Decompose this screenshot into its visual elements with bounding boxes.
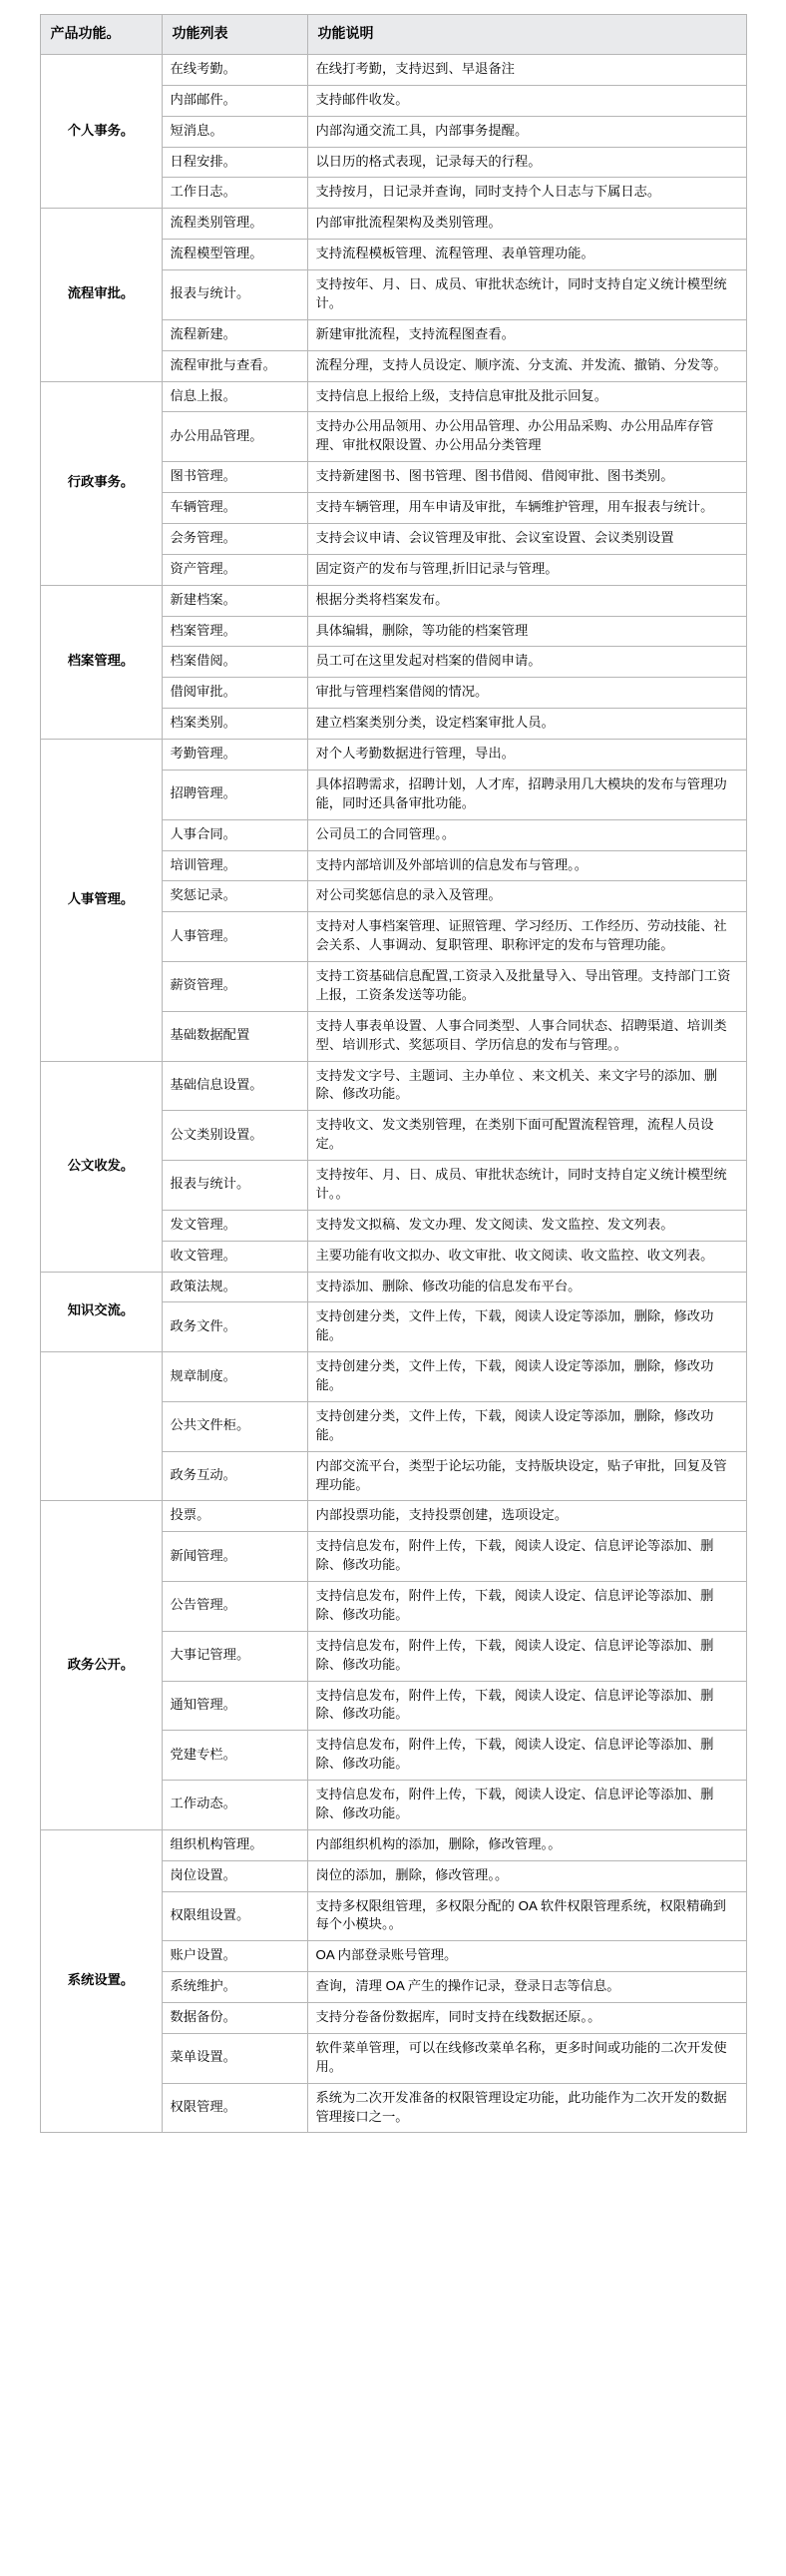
- feature-group-label: 知识交流。: [67, 1302, 135, 1318]
- feature-group-cell: [40, 381, 162, 585]
- feature-group-label: 个人事务。: [67, 122, 135, 138]
- function-description-cell: 支持新建图书、图书管理、图书借阅、借阅审批、图书类别。: [307, 462, 746, 493]
- function-description-cell: 支持信息发布，附件上传，下载，阅读人设定、信息评论等添加、删除、修改功能。: [307, 1631, 746, 1681]
- function-description-cell: 支持信息发布，附件上传，下载，阅读人设定、信息评论等添加、删除、修改功能。: [307, 1781, 746, 1830]
- function-name-cell: 流程审批与查看。: [162, 350, 307, 381]
- function-name-cell: 会务管理。: [162, 523, 307, 554]
- function-description-cell: 具体编辑，删除，等功能的档案管理: [307, 616, 746, 647]
- function-description-cell: 内部审批流程架构及类别管理。: [307, 209, 746, 240]
- function-description-cell: 根据分类将档案发布。: [307, 585, 746, 616]
- function-description-cell: 支持创建分类，文件上传，下载，阅读人设定等添加，删除，修改功能。: [307, 1401, 746, 1451]
- product-feature-table: [40, 14, 747, 2133]
- function-description-cell: 支持办公用品领用、办公用品管理、办公用品采购、办公用品库存管理、审批权限设置、办公用品分类管理: [307, 412, 746, 462]
- function-name-cell: 党建专栏。: [162, 1731, 307, 1781]
- feature-group-label: 系统设置。: [67, 1972, 135, 1988]
- function-name-cell: 系统维护。: [162, 1972, 307, 2003]
- function-description-cell: 支持信息发布，附件上传，下载，阅读人设定、信息评论等添加、删除、修改功能。: [307, 1582, 746, 1632]
- function-description-cell: 支持工资基础信息配置,工资录入及批量导入、导出管理。支持部门工资上报，工资条发送等功能。: [307, 962, 746, 1012]
- function-description-cell: 主要功能有收文拟办、收文审批、收文阅读、收文监控、收文列表。: [307, 1241, 746, 1272]
- function-description-cell: 内部交流平台，类型于论坛功能，支持版块设定，贴子审批，回复及管理功能。: [307, 1451, 746, 1501]
- function-name-cell: 新建档案。: [162, 585, 307, 616]
- function-name-cell: 人事合同。: [162, 819, 307, 850]
- function-description-cell: 新建审批流程，支持流程图查看。: [307, 319, 746, 350]
- feature-group-cell: [40, 1272, 162, 1352]
- feature-group-cell: [40, 740, 162, 1062]
- function-name-cell: 政策法规。: [162, 1272, 307, 1302]
- feature-group-cell: [40, 1061, 162, 1272]
- function-name-cell: 大事记管理。: [162, 1631, 307, 1681]
- function-description-cell: 支持创建分类，文件上传，下载，阅读人设定等添加，删除，修改功能。: [307, 1302, 746, 1352]
- function-description-cell: 在线打考勤，支持迟到、早退备注: [307, 54, 746, 85]
- table-row: [40, 54, 746, 85]
- function-name-cell: 办公用品管理。: [162, 412, 307, 462]
- function-name-cell: 报表与统计。: [162, 1161, 307, 1211]
- column-header-function-description: 功能说明: [307, 15, 746, 55]
- function-description-cell: 支持发文拟稿、发文办理、发文阅读、发文监控、发文列表。: [307, 1210, 746, 1241]
- function-description-cell: 支持内部培训及外部培训的信息发布与管理。。: [307, 850, 746, 881]
- table-row: [40, 585, 746, 616]
- function-description-cell: 内部投票功能，支持投票创建，选项设定。: [307, 1501, 746, 1532]
- function-name-cell: 资产管理。: [162, 554, 307, 585]
- function-description-cell: 具体招聘需求，招聘计划，人才库，招聘录用几大模块的发布与管理功能，同时还具备审批功能。: [307, 770, 746, 819]
- function-name-cell: 新闻管理。: [162, 1532, 307, 1582]
- table-row: [40, 740, 746, 771]
- function-name-cell: 收文管理。: [162, 1241, 307, 1272]
- function-description-cell: 支持创建分类，文件上传，下载，阅读人设定等添加，删除，修改功能。: [307, 1352, 746, 1402]
- table-row: [40, 1272, 746, 1302]
- function-name-cell: 内部邮件。: [162, 85, 307, 116]
- function-name-cell: 流程模型管理。: [162, 240, 307, 270]
- function-name-cell: 岗位设置。: [162, 1860, 307, 1891]
- function-description-cell: 公司员工的合同管理。。: [307, 819, 746, 850]
- feature-group-label: 流程审批。: [67, 285, 135, 301]
- feature-group-cell: [40, 1829, 162, 2133]
- function-name-cell: 考勤管理。: [162, 740, 307, 771]
- function-name-cell: 奖惩记录。: [162, 881, 307, 912]
- function-name-cell: 培训管理。: [162, 850, 307, 881]
- function-name-cell: 流程新建。: [162, 319, 307, 350]
- function-description-cell: 固定资产的发布与管理,折旧记录与管理。: [307, 554, 746, 585]
- function-description-cell: 支持流程模板管理、流程管理、表单管理功能。: [307, 240, 746, 270]
- feature-group-cell: [40, 54, 162, 208]
- function-description-cell: 支持按月，日记录并查询，同时支持个人日志与下属日志。: [307, 178, 746, 209]
- function-description-cell: 支持发文字号、主题词、主办单位 、来文机关、来文字号的添加、删除、修改功能。: [307, 1061, 746, 1111]
- feature-group-cell: [40, 209, 162, 381]
- function-name-cell: 借阅审批。: [162, 678, 307, 709]
- table-row: [40, 381, 746, 412]
- function-name-cell: 公告管理。: [162, 1582, 307, 1632]
- feature-group-label: 政务公开。: [67, 1656, 135, 1672]
- function-description-cell: 建立档案类别分类，设定档案审批人员。: [307, 709, 746, 740]
- function-description-cell: 支持会议申请、会议管理及审批、会议室设置、会议类别设置: [307, 523, 746, 554]
- function-description-cell: 支持信息发布，附件上传，下载，阅读人设定、信息评论等添加、删除、修改功能。: [307, 1532, 746, 1582]
- function-name-cell: 工作动态。: [162, 1781, 307, 1830]
- function-description-cell: 支持分卷备份数据库，同时支持在线数据还原。。: [307, 2003, 746, 2034]
- function-description-cell: 员工可在这里发起对档案的借阅申请。: [307, 647, 746, 678]
- function-name-cell: 档案管理。: [162, 616, 307, 647]
- function-description-cell: 内部组织机构的添加，删除，修改管理。。: [307, 1829, 746, 1860]
- function-description-cell: 软件菜单管理，可以在线修改菜单名称，更多时间或功能的二次开发使用。: [307, 2033, 746, 2083]
- feature-group-cell: [40, 1501, 162, 1829]
- table-row: [40, 1501, 746, 1532]
- function-description-cell: 支持按年、月、日、成员、审批状态统计，同时支持自定义统计模型统计。。: [307, 1161, 746, 1211]
- feature-group-label: 公文收发。: [67, 1157, 135, 1173]
- table-row: [40, 1061, 746, 1111]
- function-description-cell: 查询，清理 OA 产生的操作记录，登录日志等信息。: [307, 1972, 746, 2003]
- function-description-cell: 对个人考勤数据进行管理，导出。: [307, 740, 746, 771]
- function-description-cell: 系统为二次开发准备的权限管理设定功能，此功能作为二次开发的数据管理接口之一。: [307, 2083, 746, 2133]
- function-name-cell: 车辆管理。: [162, 493, 307, 524]
- function-name-cell: 档案类别。: [162, 709, 307, 740]
- function-description-cell: 内部沟通交流工具，内部事务提醒。: [307, 116, 746, 147]
- function-name-cell: 规章制度。: [162, 1352, 307, 1402]
- function-name-cell: 公文类别设置。: [162, 1111, 307, 1161]
- function-description-cell: 支持对人事档案管理、证照管理、学习经历、工作经历、劳动技能、社会关系、人事调动、复职管理、职称评定的发布与管理功能。: [307, 912, 746, 962]
- function-name-cell: 图书管理。: [162, 462, 307, 493]
- function-name-cell: 组织机构管理。: [162, 1829, 307, 1860]
- function-name-cell: 基础信息设置。: [162, 1061, 307, 1111]
- function-description-cell: 支持多权限组管理，多权限分配的 OA 软件权限管理系统，权限精确到每个小模块。。: [307, 1891, 746, 1941]
- function-name-cell: 政务文件。: [162, 1302, 307, 1352]
- function-name-cell: 菜单设置。: [162, 2033, 307, 2083]
- function-description-cell: 支持按年、月、日、成员、审批状态统计，同时支持自定义统计模型统计。: [307, 270, 746, 320]
- table-row: [40, 1352, 746, 1402]
- function-name-cell: 信息上报。: [162, 381, 307, 412]
- function-name-cell: 招聘管理。: [162, 770, 307, 819]
- function-description-cell: 支持添加、删除、修改功能的信息发布平台。: [307, 1272, 746, 1302]
- table-row: [40, 1829, 746, 1860]
- function-name-cell: 人事管理。: [162, 912, 307, 962]
- function-name-cell: 投票。: [162, 1501, 307, 1532]
- feature-group-cell: [40, 585, 162, 739]
- function-name-cell: 权限管理。: [162, 2083, 307, 2133]
- function-description-cell: 支持收文、发文类别管理，在类别下面可配置流程管理，流程人员设定。: [307, 1111, 746, 1161]
- function-name-cell: 政务互动。: [162, 1451, 307, 1501]
- function-name-cell: 档案借阅。: [162, 647, 307, 678]
- function-name-cell: 发文管理。: [162, 1210, 307, 1241]
- function-description-cell: 对公司奖惩信息的录入及管理。: [307, 881, 746, 912]
- function-name-cell: 账户设置。: [162, 1941, 307, 1972]
- function-name-cell: 基础数据配置: [162, 1011, 307, 1061]
- feature-group-label: 人事管理。: [67, 890, 135, 906]
- function-description-cell: 审批与管理档案借阅的情况。: [307, 678, 746, 709]
- function-description-cell: 流程分理，支持人员设定、顺序流、分支流、并发流、撤销、分发等。: [307, 350, 746, 381]
- function-name-cell: 日程安排。: [162, 147, 307, 178]
- function-description-cell: 支持信息上报给上级，支持信息审批及批示回复。: [307, 381, 746, 412]
- function-description-cell: OA 内部登录账号管理。: [307, 1941, 746, 1972]
- function-name-cell: 数据备份。: [162, 2003, 307, 2034]
- function-name-cell: 通知管理。: [162, 1681, 307, 1731]
- function-name-cell: 工作日志。: [162, 178, 307, 209]
- function-description-cell: 支持信息发布，附件上传，下载，阅读人设定、信息评论等添加、删除、修改功能。: [307, 1681, 746, 1731]
- feature-group-label: 档案管理。: [67, 653, 135, 669]
- function-description-cell: 支持人事表单设置、人事合同类型、人事合同状态、招聘渠道、培训类型、培训形式、奖惩项目、学历信息的发布与管理。。: [307, 1011, 746, 1061]
- table-row: [40, 209, 746, 240]
- function-description-cell: 以日历的格式表现，记录每天的行程。: [307, 147, 746, 178]
- function-description-cell: 支持邮件收发。: [307, 85, 746, 116]
- column-header-function-list: 功能列表: [162, 15, 307, 55]
- function-description-cell: 支持信息发布，附件上传，下载，阅读人设定、信息评论等添加、删除、修改功能。: [307, 1731, 746, 1781]
- table-header-row: [40, 15, 746, 55]
- function-name-cell: 薪资管理。: [162, 962, 307, 1012]
- column-header-product-function: 产品功能。: [40, 15, 162, 55]
- function-name-cell: 报表与统计。: [162, 270, 307, 320]
- feature-group-label: 行政事务。: [67, 474, 135, 490]
- feature-group-cell: [40, 1352, 162, 1501]
- function-description-cell: 岗位的添加，删除，修改管理。。: [307, 1860, 746, 1891]
- function-name-cell: 权限组设置。: [162, 1891, 307, 1941]
- function-name-cell: 短消息。: [162, 116, 307, 147]
- table-body: [40, 54, 746, 2133]
- function-name-cell: 流程类别管理。: [162, 209, 307, 240]
- function-name-cell: 公共文件柜。: [162, 1401, 307, 1451]
- function-name-cell: 在线考勤。: [162, 54, 307, 85]
- function-description-cell: 支持车辆管理，用车申请及审批，车辆维护管理，用车报表与统计。: [307, 493, 746, 524]
